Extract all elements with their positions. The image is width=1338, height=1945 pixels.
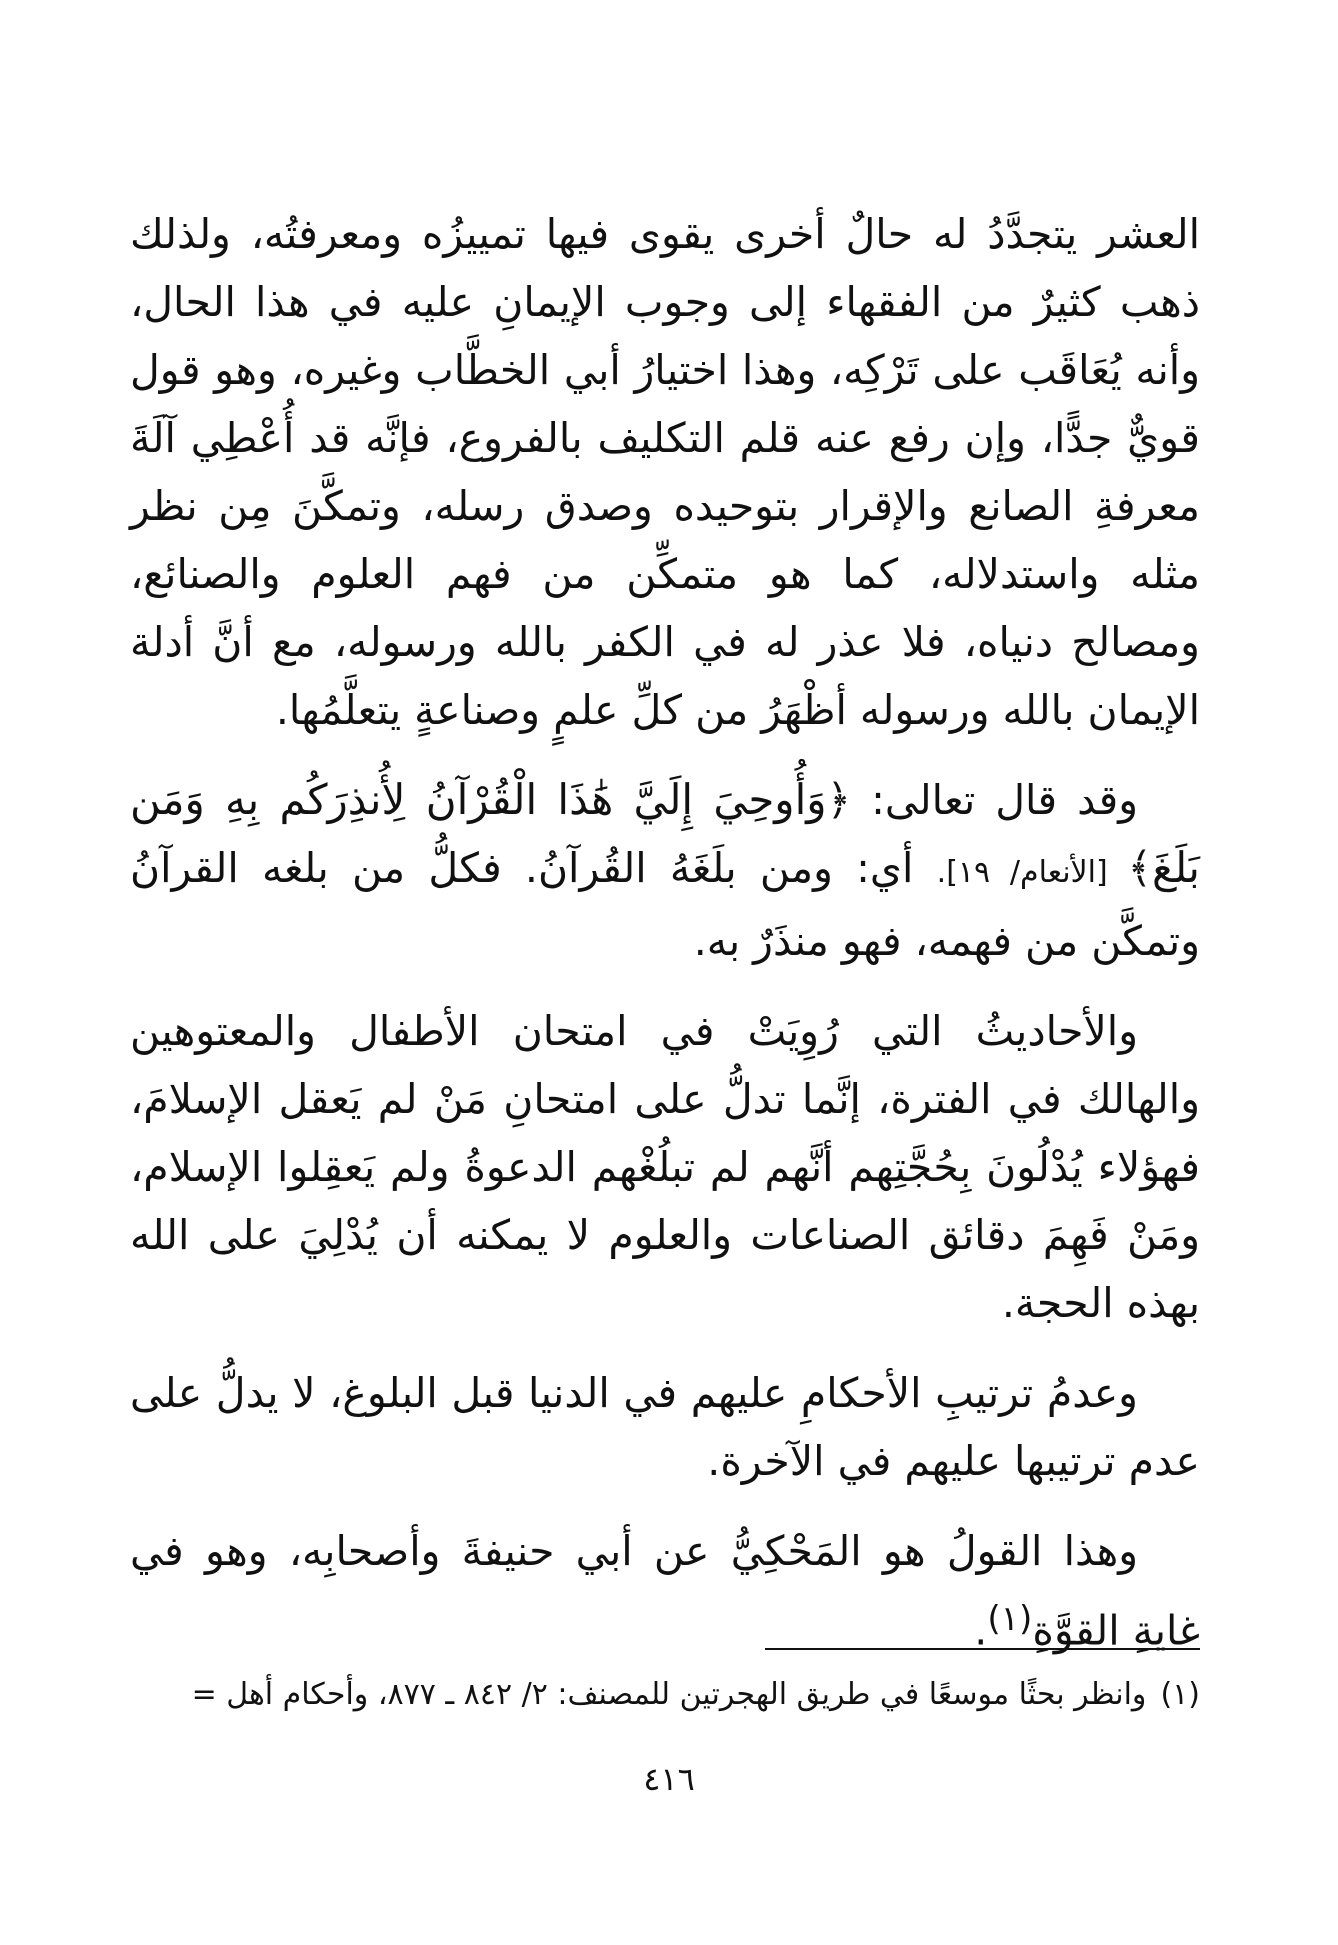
paragraph-2-rest: أي: ومن بلَغَهُ القُرآنُ. فكلُّ من بلغه القرآنُ وتمكَّن من فهمه، فهو منذَرٌ به. — [130, 844, 1200, 965]
paragraph-4: وعدمُ ترتيبِ الأحكامِ عليهم في الدنيا قبل البلوغ، لا يدلُّ على عدم ترتيبها عليهم في الآخرة. — [130, 1369, 1200, 1485]
paragraph-gap — [130, 975, 1200, 997]
paragraph-2 — [130, 766, 1200, 975]
paragraph-gap — [130, 1495, 1200, 1517]
footnote-text: وانظر بحثًا موسعًا في طريق الهجرتين للمصنف: ٢/ ٨٤٢ ـ ٨٧٧، وأحكام أهل = — [191, 1677, 1147, 1712]
paragraph-3: والأحاديثُ التي رُوِيَتْ في امتحان الأطفال والمعتوهين والهالك في الفترة، إنَّما تدلُّ على امتحانِ مَنْ لم يَعقل الإسلامَ، فهؤلاء يُدْلُونَ بِحُجَّتِهم أنَّهم لم تبلُغْهم الدعوةُ ولم يَعقِلوا الإسلام، ومَنْ فَهِمَ دقائق الصناعات والعلوم لا يمكنه أن يُدْلِيَ على الله بهذه الحجة. — [130, 1007, 1200, 1327]
paragraph-5-text: وهذا القولُ هو المَحْكِيُّ عن أبي حنيفةَ وأصحابِه، وهو في غايةِ القوَّةِ — [130, 1527, 1200, 1655]
paragraph-gap — [130, 1337, 1200, 1359]
verse-reference: [الأنعام/ ١٩]. — [936, 855, 1128, 890]
footnote-marker: (١) — [1160, 1677, 1200, 1712]
paragraph-gap — [130, 744, 1200, 766]
page-number: ٤١٦ — [643, 1760, 695, 1798]
footnote — [130, 1670, 1200, 1720]
main-text — [130, 200, 1200, 1665]
paragraph-2-intro: وقد قال تعالى: — [851, 776, 1139, 824]
footnote-separator — [765, 1648, 1200, 1650]
quran-verse: ﴿وَأُوحِيَ إِلَيَّ هَٰذَا الْقُرْآنُ لِأُنذِرَكُم بِهِ وَمَن بَلَغَ﴾ — [130, 775, 1200, 892]
paragraph-5-end: . — [974, 1606, 988, 1655]
paragraph-5 — [130, 1517, 1200, 1665]
paragraph-1: العشر يتجدَّدُ له حالٌ أخرى يقوى فيها تمييزُه ومعرفتُه، ولذلك ذهب كثيرٌ من الفقهاء إلى وجوب الإيمانِ عليه في هذا الحال، وأنه يُعَاقَب على تَرْكِه، وهذا اختيارُ أبي الخطَّاب وغيره، وهو قول قويٌّ جدًّا، وإن رفع عنه قلم التكليف بالفروع، فإنَّه قد أُعْطِي آلَةَ معرفةِ الصانع والإقرار بتوحيده وصدق رسله، وتمكَّنَ مِن نظر مثله واستدلاله، كما هو متمكِّن من فهم العلوم والصنائع، ومصالح دنياه، فلا عذر له في الكفر بالله ورسوله، مع أنَّ أدلة الإيمان بالله ورسوله أظْهَرُ من كلِّ علمٍ وصناعةٍ يتعلَّمُها. — [130, 210, 1200, 734]
footnote-reference[interactable]: (١) — [987, 1599, 1033, 1639]
